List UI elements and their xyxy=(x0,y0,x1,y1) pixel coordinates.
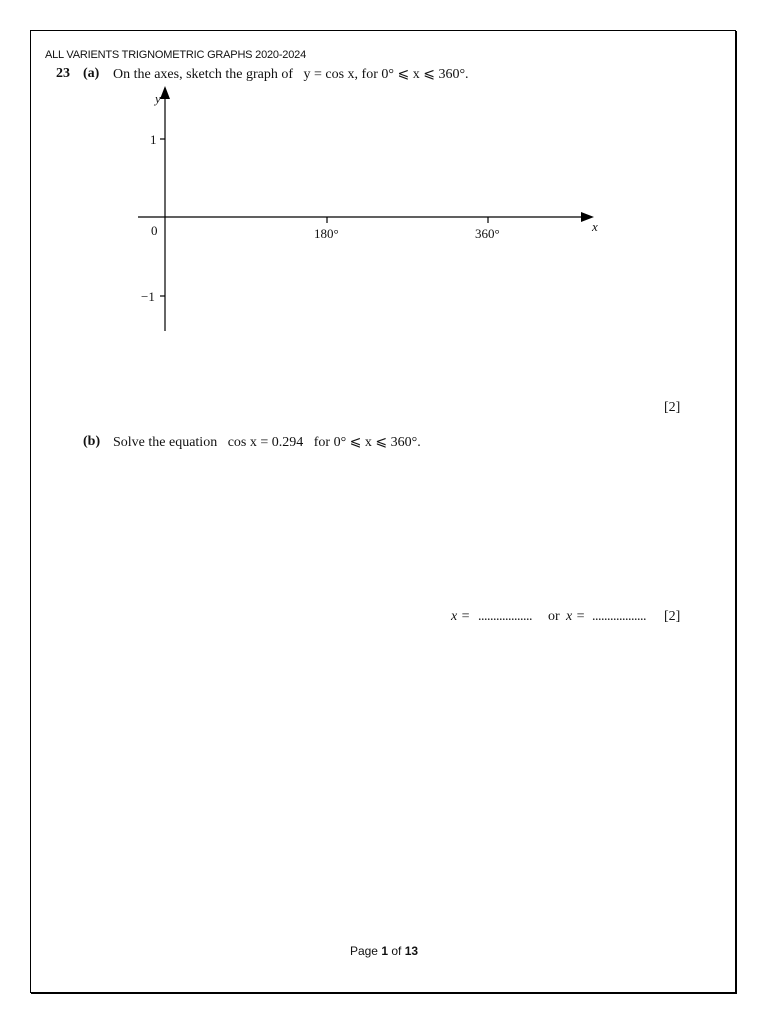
x-axis-label: x xyxy=(592,219,598,234)
y-tick-label-minus-1: −1 xyxy=(141,289,155,304)
footer-page-number: 1 xyxy=(381,944,388,958)
answer-x2-label: x = xyxy=(566,609,586,624)
footer-page-of: of xyxy=(391,944,402,958)
answer-or: or xyxy=(548,609,560,624)
part-b-text: Solve the equation cos x = 0.294 for 0° ⩽ x ⩽ 360°. xyxy=(113,435,421,450)
origin-label: 0 xyxy=(151,223,158,238)
answer-blank-2[interactable]: .................. xyxy=(592,609,646,624)
part-b-label: (b) xyxy=(83,434,101,449)
answer-x1-label: x = xyxy=(451,609,471,624)
page-footer xyxy=(0,944,768,958)
y-axis-label: y xyxy=(155,91,161,106)
part-a-text: On the axes, sketch the graph of y = cos x, for 0° ⩽ x ⩽ 360°. xyxy=(113,67,469,82)
x-tick-label-180: 180° xyxy=(314,226,339,241)
y-tick-label-1: 1 xyxy=(150,132,157,147)
y-axis-arrow xyxy=(160,86,170,99)
answer-blank-1[interactable]: .................. xyxy=(478,609,532,624)
footer-page-total: 13 xyxy=(404,944,419,958)
part-b-marks: [2] xyxy=(664,609,681,624)
part-a-label: (a) xyxy=(83,66,100,81)
document-header: ALL VARIENTS TRIGNOMETRIC GRAPHS 2020-2024 xyxy=(45,49,306,61)
question-number: 23 xyxy=(56,66,70,81)
x-tick-label-360: 360° xyxy=(475,226,500,241)
cosine-axes xyxy=(0,0,768,360)
part-a-marks: [2] xyxy=(664,400,681,415)
footer-page-prefix: Page xyxy=(349,944,378,958)
